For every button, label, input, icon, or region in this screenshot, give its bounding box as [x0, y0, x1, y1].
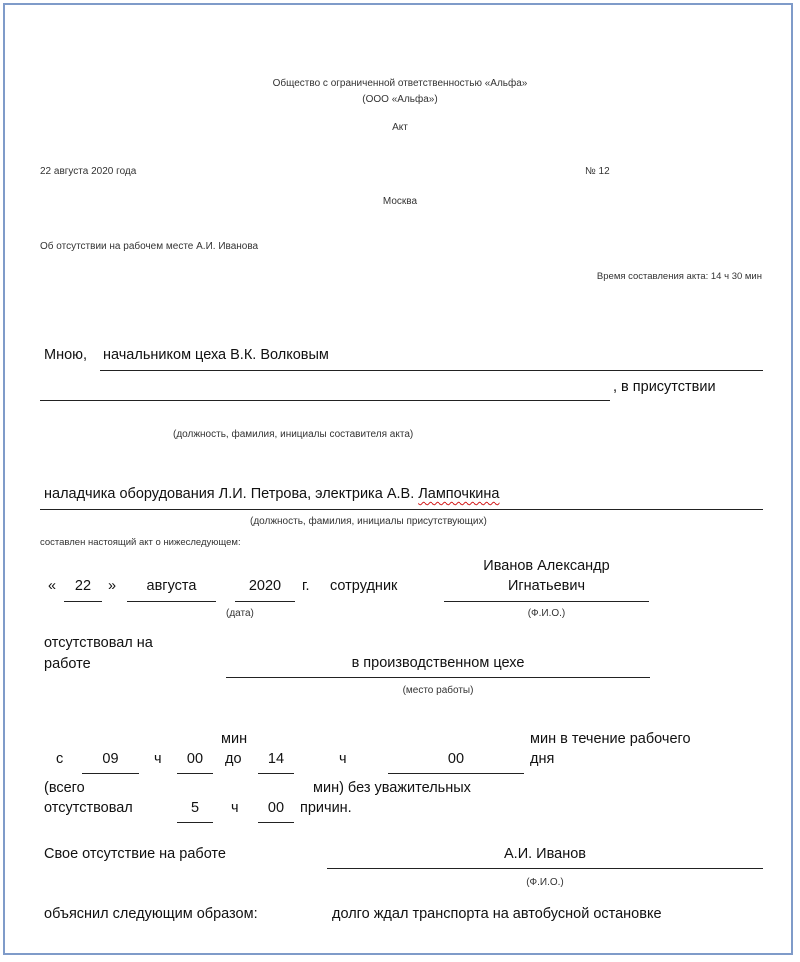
doc-subject: Об отсутствии на рабочем месте А.И. Иванова [40, 241, 259, 252]
during-line2: дня [530, 751, 555, 767]
employee-name-line1: Иванов Александр [483, 558, 610, 574]
from-hours: 09 [102, 751, 119, 767]
signer-caption: (Ф.И.О.) [526, 877, 564, 888]
hours-word: ч [154, 751, 162, 767]
witnesses-underline [40, 509, 763, 510]
org-full-name: Общество с ограниченной ответственностью «Альфа» [272, 78, 528, 89]
during-line1: мин в течение рабочего [530, 731, 691, 747]
total-hours: 5 [190, 800, 200, 816]
doc-city: Москва [382, 196, 418, 207]
quote-close: » [108, 578, 117, 594]
witness-surname-wavy: Лампочкина [418, 486, 500, 502]
compiler-suffix: , в присутствии [613, 379, 716, 395]
witnesses-value: наладчика оборудования Л.И. Петрова, электрика А.В. Лампочкина [44, 486, 500, 502]
doc-number: № 12 [585, 166, 610, 177]
compile-time: Время составления акта: 14 ч 30 мин [596, 271, 762, 282]
total-hours-underline [177, 822, 213, 823]
from-word: с [56, 751, 64, 767]
to-word: до [225, 751, 242, 767]
hours-word-2: ч [339, 751, 347, 767]
total-minutes: 00 [267, 800, 285, 816]
compiler-underline [100, 370, 763, 371]
from-minutes-underline [177, 773, 213, 774]
absence-place-caption: (место работы) [402, 685, 474, 696]
event-day-underline [64, 601, 102, 602]
total-word: отсутствовал [44, 800, 133, 816]
hours-word-3: ч [231, 800, 239, 816]
signer-underline [327, 868, 763, 869]
explanation-label: Свое отсутствие на работе [44, 846, 226, 862]
explained-label: объяснил следующим образом: [44, 906, 258, 922]
org-short-name: (ООО «Альфа») [362, 94, 438, 105]
event-year-underline [235, 601, 295, 602]
statement: составлен настоящий акт о нижеследующем: [40, 537, 241, 548]
employee-underline [444, 601, 649, 602]
absence-label-1: отсутствовал на [44, 635, 153, 651]
event-year-suffix: г. [302, 578, 310, 594]
absence-place: в производственном цехе [351, 655, 525, 671]
to-hours-underline [258, 773, 294, 774]
from-hours-underline [82, 773, 139, 774]
reasons: причин. [300, 800, 352, 816]
date-caption: (дата) [226, 608, 254, 619]
fio-caption: (Ф.И.О.) [527, 608, 566, 619]
signer-name: А.И. Иванов [504, 846, 586, 862]
to-minutes: 00 [447, 751, 465, 767]
event-day: 22 [74, 578, 92, 594]
employee-word: сотрудник [330, 578, 398, 594]
from-minutes: 00 [186, 751, 204, 767]
absence-place-underline [226, 677, 650, 678]
employee-name-line2: Игнатьевич [507, 578, 586, 594]
total-open: (всего [44, 780, 85, 796]
min-close: мин) без уважительных [313, 780, 471, 796]
event-month: августа [146, 578, 197, 594]
witnesses-caption: (должность, фамилия, инициалы присутствующих) [250, 516, 487, 527]
explanation-reason: долго ждал транспорта на автобусной остановке [332, 906, 662, 922]
doc-type: Акт [392, 122, 408, 133]
compiler-prefix: Мною, [44, 347, 88, 363]
compiler-underline-2 [40, 400, 610, 401]
to-minutes-underline [388, 773, 524, 774]
compiler-value: начальником цеха В.К. Волковым [103, 347, 329, 363]
absence-label-2: работе [44, 656, 91, 672]
doc-date: 22 августа 2020 года [40, 166, 137, 177]
event-year: 2020 [248, 578, 282, 594]
total-minutes-underline [258, 822, 294, 823]
quote-open: « [48, 578, 57, 594]
min-word-top: мин [221, 731, 248, 747]
compiler-caption: (должность, фамилия, инициалы составителя акта) [173, 429, 414, 440]
to-hours: 14 [267, 751, 285, 767]
event-month-underline [127, 601, 216, 602]
